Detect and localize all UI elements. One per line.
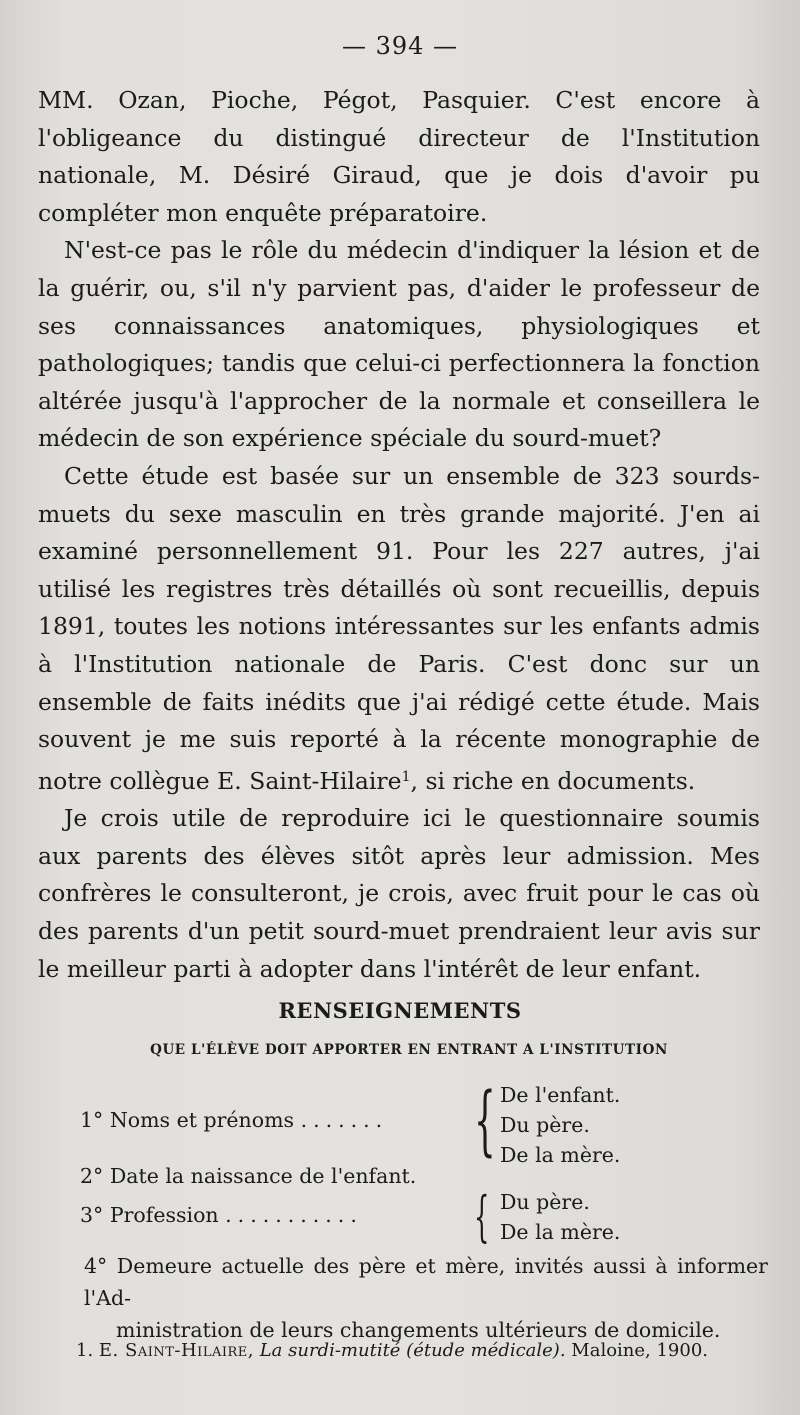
paragraph-2: N'est-ce pas le rôle du médecin d'indiquer la lésion et de la guérir, ou, s'il n'y parvient pas, d'aider le professeur de ses connaissances anatomiques, physiologiques et pathologiques; tandis que celui-ci perfectionnera la fonction altérée jusqu'à l'approcher de la normale et conseillera le médecin de son expérience spéciale du sourd-muet? xyxy=(38,236,760,453)
question-3 xyxy=(80,1203,363,1227)
question-1 xyxy=(80,1108,388,1132)
page-number: — 394 — xyxy=(341,32,459,60)
brace-icon: { xyxy=(474,1185,490,1248)
footnote-publisher: Maloine, 1900. xyxy=(571,1340,709,1361)
question-4-text-1: Demeure actuelle des père et mère, invités aussi à informer l'Ad- xyxy=(84,1254,768,1310)
paragraph-1: MM. Ozan, Pioche, Pégot, Pasquier. C'est encore à l'obligeance du distingué directeur de l'Institution nationale, M. Désiré Giraud, que je dois d'avoir pu compléter mon enquête préparatoire. xyxy=(38,86,760,227)
section-heading: RENSEIGNEMENTS xyxy=(278,998,522,1023)
paragraph-4: Je crois utile de reproduire ici le questionnaire soumis aux parents des élèves sitôt après leur admission. Mes confrères le consulteront, je crois, avec fruit pour le cas où des parents d'un petit sourd-muet prendraient leur avis sur le meilleur parti à adopter dans l'intérêt de leur enfant. xyxy=(38,804,760,983)
question-3-option-2: De la mère. xyxy=(500,1220,621,1244)
question-1-option-3: De la mère. xyxy=(500,1143,621,1167)
question-1-number: 1° xyxy=(80,1108,104,1132)
question-3-label: Profession xyxy=(109,1203,219,1227)
body-text xyxy=(38,82,760,988)
footnote-number: 1. xyxy=(76,1340,94,1361)
paragraph-3-end: si riche en documents. xyxy=(425,766,696,795)
question-1-option-2: Du père. xyxy=(500,1113,590,1137)
question-3-option-1: Du père. xyxy=(500,1190,590,1214)
question-1-label: Noms et prénoms xyxy=(109,1108,295,1132)
paragraph-3: Cette étude est basée sur un ensemble de 323 sourds-muets du sexe masculin en très grande majorité. J'en ai examiné personnellement 91. Pour les 227 autres, j'ai utilisé les registres très détaillés où sont recueillis, depuis 1891, toutes les notions intéressantes sur les enfants admis à l'Institution nationale de Paris. C'est donc sur un ensemble de faits inédits que j'ai rédigé cette étude. Mais souvent je me suis reporté à la récente monographie de notre collègue E. Saint-Hilaire$^1$, si riche en documents. xyxy=(38,461,760,795)
section-subheading: QUE L'ÉLÈVE DOIT APPORTER EN ENTRANT A L'INSTITUTION xyxy=(150,1042,668,1058)
question-4-line-2: ministration de leurs changements ultérieurs de domicile. xyxy=(116,1318,721,1342)
footnote-title: La surdi-mutité (étude médicale). xyxy=(259,1340,566,1361)
paragraph-3-text: Cette étude est basée sur un ensemble de 323 sourds-muets du sexe masculin en très grande majorité. J'en ai examiné personnellement 91. Pour les 227 autres, j'ai utilisé les registres très détaillés où sont recueillis, depuis 1891, toutes les notions intéressantes sur les enfants admis à l'Institution nationale de Paris. C'est donc sur un ensemble de faits inédits que j'ai rédigé cette étude. Mais souvent je me suis reporté à la récente monographie de notre collègue E. Saint-Hilaire xyxy=(38,461,760,795)
footnote-reference[interactable]: 1 xyxy=(401,768,411,785)
question-2-number: 2° xyxy=(80,1164,104,1188)
question-4-number: 4° xyxy=(84,1254,108,1278)
question-1-option-1: De l'enfant. xyxy=(500,1083,621,1107)
footnote-author: E. Saint-Hilaire, xyxy=(98,1340,254,1361)
question-1-leader: ....... xyxy=(300,1108,389,1132)
footnote xyxy=(76,1340,776,1361)
question-2-label: Date la naissance de l'enfant. xyxy=(109,1164,417,1188)
question-2 xyxy=(80,1164,416,1188)
question-4 xyxy=(84,1250,768,1346)
question-3-number: 3° xyxy=(80,1203,104,1227)
question-3-leader: ........... xyxy=(225,1203,363,1227)
question-4-line-1 xyxy=(84,1250,768,1314)
brace-icon: { xyxy=(474,1075,496,1164)
